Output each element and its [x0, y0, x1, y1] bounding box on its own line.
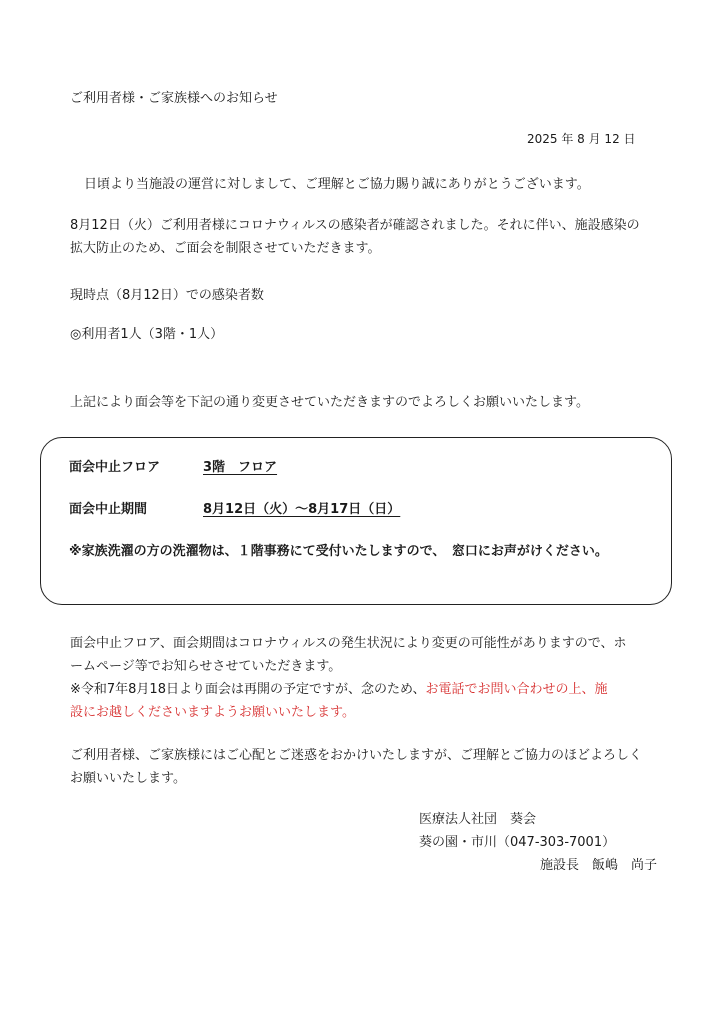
closing-line-2: お願いいたします。 — [70, 771, 186, 786]
announcement-line-1: 8月12日（火）ご利用者様にコロナウィルスの感染者が確認されました。それに伴い、施設感染の — [70, 218, 640, 233]
change-notice: 上記により面会等を下記の通り変更させていただきますのでよろしくお願いいたします。 — [70, 395, 589, 410]
closing-paragraph — [70, 744, 642, 790]
laundry-note: ※家族洗濯の方の洗濯物は、１階事務にて受付いたしますので、 窓口にお声がけください。 — [69, 544, 608, 559]
followup-line-2: ームページ等でお知らせさせていただきます。 — [70, 659, 342, 674]
suspended-period-label: 面会中止期間 — [69, 502, 148, 517]
signature-director: 施設長 飯嶋 尚子 — [540, 858, 658, 873]
followup-line-1: 面会中止フロア、面会期間はコロナウィルスの発生状況により変更の可能性がありますので、ホ — [70, 636, 627, 651]
document-date: 2025 年 8 月 12 日 — [527, 132, 636, 146]
intro-paragraph: 日頃より当施設の運営に対しまして、ご理解とご協力賜り誠にありがとうございます。 — [84, 177, 590, 192]
infection-count-detail: ◎利用者1人（3階・1人） — [70, 327, 224, 342]
announcement-paragraph — [70, 214, 640, 260]
infection-count-label: 現時点（8月12日）での感染者数 — [70, 288, 264, 303]
suspended-floor-label: 面会中止フロア — [69, 460, 161, 475]
document-title: ご利用者様・ご家族様へのお知らせ — [70, 91, 278, 106]
phone-inquiry-note: お電話でお問い合わせの上、施 — [425, 682, 608, 697]
followup-line-3 — [70, 678, 627, 701]
suspended-period-value: 8月12日（火）～8月17日（日） — [203, 502, 401, 517]
signature-organization: 医療法人社団 葵会 — [419, 812, 537, 827]
announcement-line-2: 拡大防止のため、ご面会を制限させていただきます。 — [70, 241, 381, 256]
followup-paragraph — [70, 632, 627, 724]
suspended-floor-value: 3階 フロア — [203, 460, 278, 475]
reopen-note: ※令和7年8月18日より面会は再開の予定ですが、念のため、 — [70, 682, 426, 697]
visit-restriction-box — [40, 437, 672, 605]
followup-line-4: 設にお越しくださいますようお願いいたします。 — [70, 705, 355, 720]
closing-line-1: ご利用者様、ご家族様にはご心配とご迷惑をおかけいたしますが、ご理解とご協力のほどよろしく — [70, 748, 643, 763]
signature-facility: 葵の園・市川（047-303-7001） — [419, 835, 616, 850]
